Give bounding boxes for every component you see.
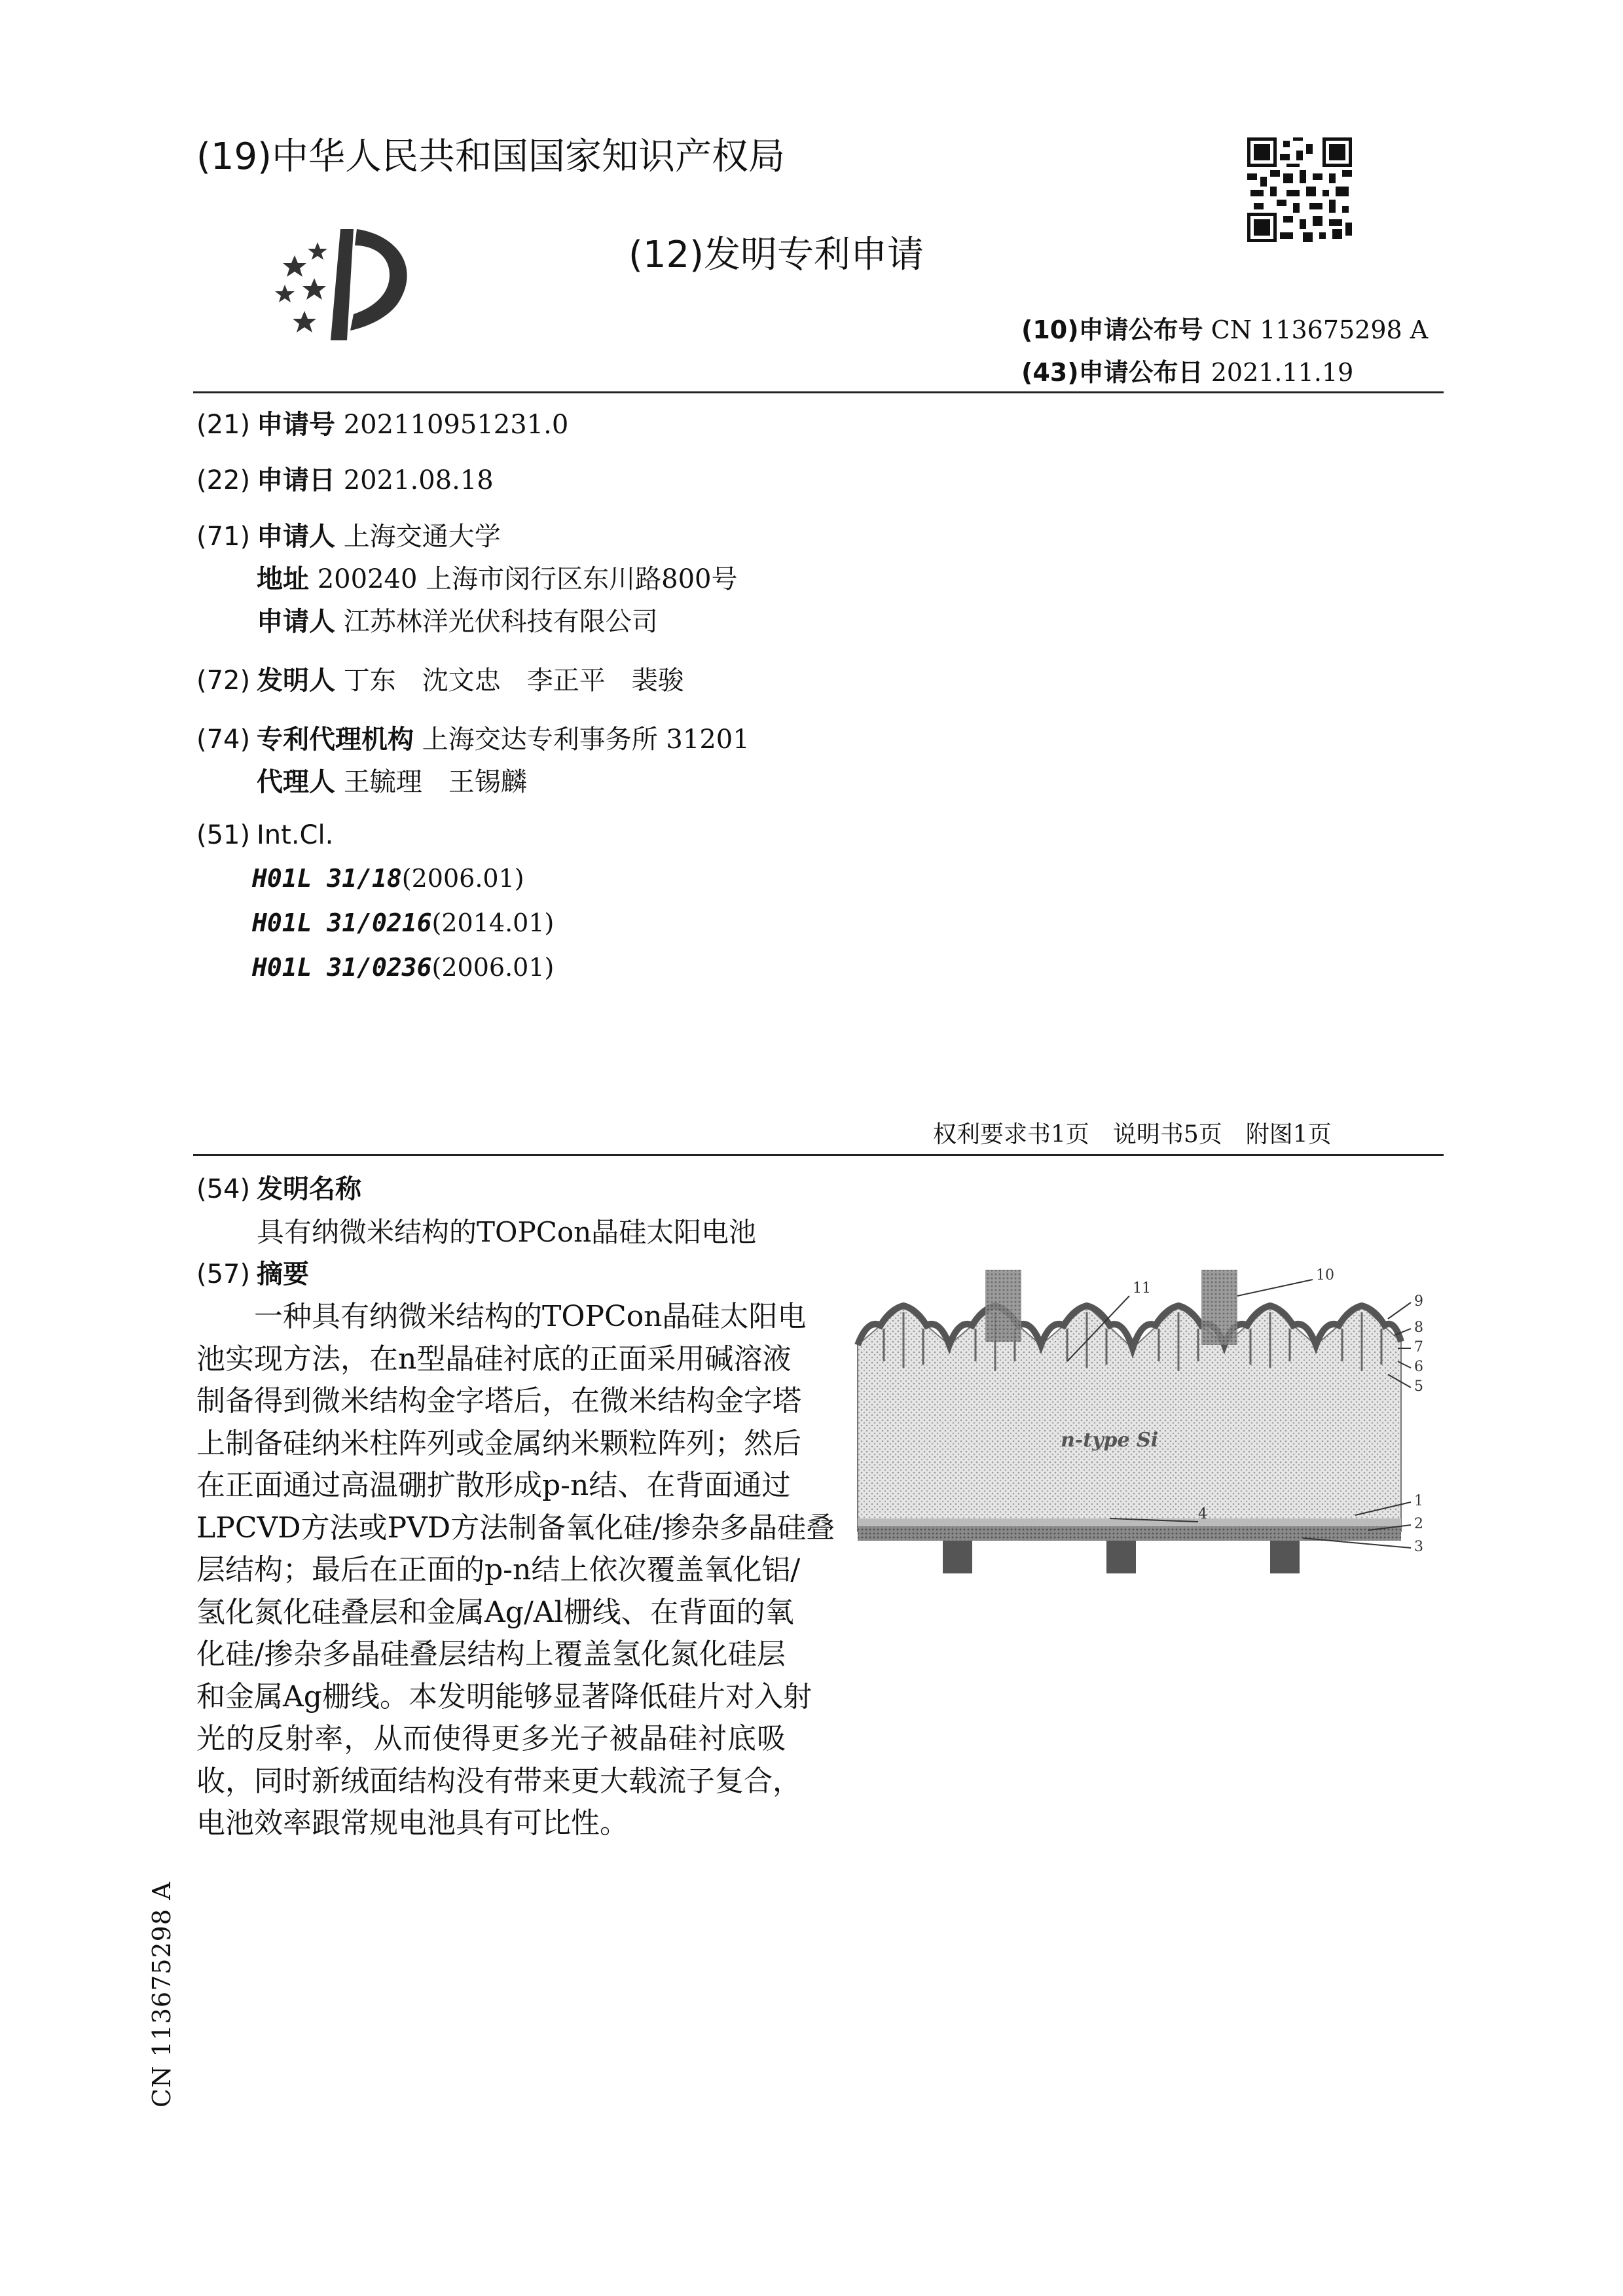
- ipc-code: H01L 31/18: [252, 864, 402, 893]
- inventors: [196, 660, 684, 697]
- qr-code: [1247, 137, 1352, 242]
- ipc-code: H01L 31/0216: [252, 908, 432, 937]
- pub-no-value: CN 113675298 A: [1211, 315, 1429, 344]
- field-value: 丁东 沈文忠 李正平 裴骏: [343, 666, 684, 696]
- field-code: (57): [196, 1259, 251, 1289]
- abstract-heading: [196, 1253, 309, 1291]
- field-value: 2021.08.18: [343, 465, 494, 495]
- address: [257, 558, 737, 596]
- field-value: 200240 上海市闵行区东川路800号: [317, 564, 738, 594]
- abstract-line: 制备得到微米结构金字塔后，在微米结构金字塔: [196, 1384, 801, 1418]
- field-code: (74): [196, 725, 251, 755]
- callout-5: 5: [1414, 1378, 1423, 1395]
- abstract-line: 在正面通过高温硼扩散形成p-n结、在背面通过: [196, 1469, 791, 1502]
- application-number: [196, 404, 568, 441]
- callout-9: 9: [1414, 1293, 1423, 1310]
- abstract-line: 收，同时新绒面结构没有带来更大载流子复合，: [196, 1764, 801, 1798]
- callout-8: 8: [1414, 1319, 1423, 1336]
- ipc-class-1: [252, 864, 524, 893]
- abstract-line: 层结构；最后在正面的p-n结上依次覆盖氧化铝/: [196, 1553, 801, 1587]
- abstract-line: 池实现方法，在n型晶硅衬底的正面采用碱溶液: [196, 1342, 792, 1376]
- callout-6: 6: [1414, 1359, 1423, 1375]
- abstract-line: 一种具有纳微米结构的TOPCon晶硅太阳电: [254, 1300, 807, 1333]
- callout-4: 4: [1198, 1506, 1207, 1522]
- office-name: (19)中华人民共和国国家知识产权局: [196, 135, 785, 178]
- applicant-2: [257, 601, 658, 638]
- abstract-line: 光的反射率，从而使得更多光子被晶硅衬底吸: [196, 1722, 786, 1755]
- abstract-text: [196, 1296, 835, 1845]
- field-label: 申请人: [257, 522, 335, 552]
- field-code: (72): [196, 666, 251, 696]
- field-label: 申请日: [257, 465, 335, 495]
- field-value: 江苏林洋光伏科技有限公司: [343, 607, 658, 637]
- ipc-code: H01L 31/0236: [252, 953, 432, 982]
- pub-no-label: (10)申请公布号: [1021, 315, 1203, 344]
- ipc-class-2: [252, 908, 554, 937]
- ipc-version: (2006.01): [401, 864, 524, 893]
- field-value: 上海交通大学: [343, 522, 501, 552]
- field-label: Int.Cl.: [257, 820, 334, 850]
- publication-number: [1021, 310, 1428, 346]
- ipc-version: (2014.01): [431, 908, 555, 937]
- field-label: 专利代理机构: [257, 725, 414, 755]
- abstract-line: 氢化氮化硅叠层和金属Ag/Al栅线、在背面的氧: [196, 1595, 794, 1629]
- pages-info: 权利要求书1页 说明书5页 附图1页: [933, 1121, 1332, 1148]
- callout-10: 10: [1316, 1267, 1334, 1283]
- pub-date-value: 2021.11.19: [1211, 358, 1354, 387]
- field-label: 申请号: [257, 410, 335, 440]
- callout-3: 3: [1414, 1539, 1423, 1555]
- field-code: (22): [196, 465, 251, 495]
- ipc-class-3: [252, 953, 554, 982]
- callout-1: 1: [1414, 1493, 1423, 1509]
- field-value: 202110951231.0: [343, 410, 569, 440]
- application-date: [196, 459, 494, 497]
- field-code: (21): [196, 410, 251, 440]
- field-code: (71): [196, 522, 251, 552]
- field-value: 上海交达专利事务所 31201: [422, 725, 750, 755]
- abstract-line: 和金属Ag栅线。本发明能够显著降低硅片对入射: [196, 1679, 812, 1713]
- substrate-label: n-type Si: [1061, 1429, 1159, 1452]
- int-cl: [196, 820, 333, 850]
- side-publication-code: CN 113675298 A: [147, 1881, 176, 2108]
- header-rule: [193, 391, 1444, 393]
- cnipa-logo: [268, 216, 426, 347]
- callout-2: 2: [1414, 1516, 1423, 1532]
- abstract-line: LPCVD方法或PVD方法制备氧化硅/掺杂多晶硅叠: [196, 1511, 835, 1545]
- pub-date-label: (43)申请公布日: [1021, 358, 1203, 387]
- agent: [257, 761, 527, 798]
- field-label: 发明名称: [257, 1174, 361, 1204]
- field-code: (51): [196, 820, 251, 850]
- callout-7: 7: [1414, 1339, 1423, 1355]
- field-label: 代理人: [257, 767, 335, 797]
- callout-11: 11: [1133, 1280, 1151, 1297]
- invention-title-heading: [196, 1168, 361, 1206]
- abstract-line: 上制备硅纳米柱阵列或金属纳米颗粒阵列；然后: [196, 1426, 801, 1460]
- document-type: (12)发明专利申请: [629, 234, 924, 276]
- field-label: 地址: [257, 564, 309, 594]
- ipc-version: (2006.01): [431, 953, 555, 982]
- solar-cell-diagram: [845, 1257, 1447, 1590]
- invention-title: 具有纳微米结构的TOPCon晶硅太阳电池: [257, 1216, 757, 1248]
- field-label: 发明人: [257, 666, 335, 696]
- field-code: (54): [196, 1174, 251, 1204]
- patent-agency: [196, 719, 750, 756]
- abstract-line: 化硅/掺杂多晶硅叠层结构上覆盖氢化氮化硅层: [196, 1638, 786, 1671]
- field-value: 王毓理 王锡麟: [343, 767, 527, 797]
- abstract-line: 电池效率跟常规电池具有可比性。: [196, 1806, 629, 1840]
- publication-date: [1021, 352, 1353, 388]
- field-label: 摘要: [257, 1259, 309, 1289]
- section-rule: [193, 1154, 1444, 1156]
- field-label: 申请人: [257, 607, 335, 637]
- applicant: [196, 516, 501, 553]
